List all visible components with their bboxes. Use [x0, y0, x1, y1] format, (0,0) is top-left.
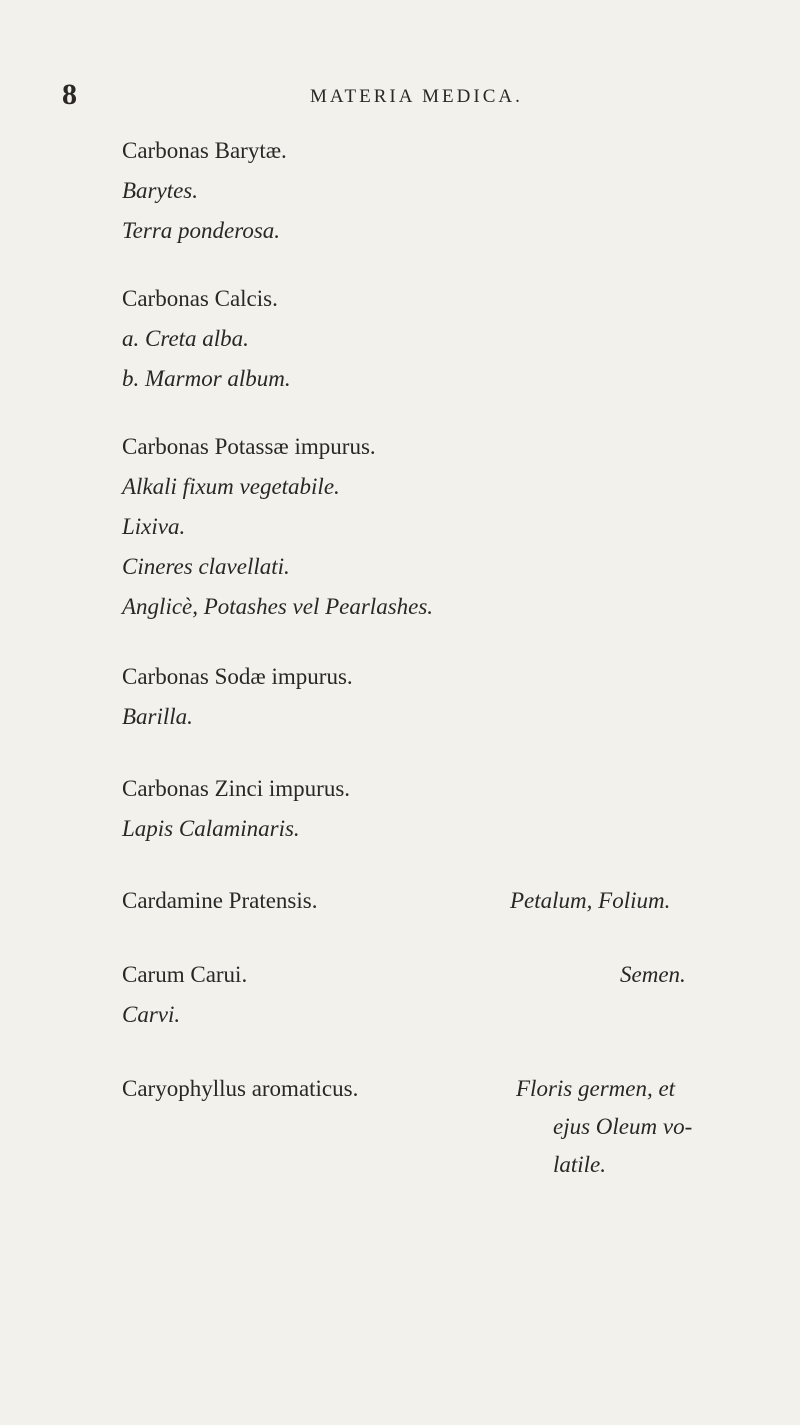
entry-name: Carbonas Sodæ impurus.: [122, 664, 353, 689]
entry-part: Semen.: [620, 962, 686, 987]
entry-name: Carbonas Barytæ.: [122, 138, 287, 163]
entry-part: ejus Oleum vo-: [553, 1114, 693, 1139]
entry-name: Carum Carui.: [122, 962, 248, 987]
page-number: 8: [62, 78, 77, 111]
entry-synonym: Cineres clavellati.: [122, 554, 290, 579]
entry-synonym: Lixiva.: [122, 514, 186, 539]
entry-part: latile.: [553, 1152, 607, 1177]
entry-name: Cardamine Pratensis.: [122, 888, 318, 913]
entry-synonym: Alkali fixum vegetabile.: [122, 474, 340, 499]
entry-synonym: a. Creta alba.: [122, 326, 249, 351]
entry-synonym: Lapis Calaminaris.: [122, 816, 300, 841]
entry-synonym: Barytes.: [122, 178, 199, 203]
page-header: [0, 78, 800, 118]
entry-name: Carbonas Zinci impurus.: [122, 776, 351, 801]
entry-name: Carbonas Potassæ impurus.: [122, 434, 376, 459]
entry-synonym: Carvi.: [122, 1002, 181, 1027]
entry-synonym: Barilla.: [122, 704, 193, 729]
entry-part: Floris germen, et: [516, 1076, 676, 1101]
entry-synonym: Terra ponderosa.: [122, 218, 281, 243]
running-head: MATERIA MEDICA.: [310, 86, 523, 107]
entry-synonym: b. Marmor album.: [122, 366, 291, 391]
entry-part: Petalum, Folium.: [510, 888, 671, 913]
entry-name: Carbonas Calcis.: [122, 286, 278, 311]
entry-name: Caryophyllus aromaticus.: [122, 1076, 359, 1101]
entry-synonym: Anglicè, Potashes vel Pearlashes.: [122, 594, 434, 619]
